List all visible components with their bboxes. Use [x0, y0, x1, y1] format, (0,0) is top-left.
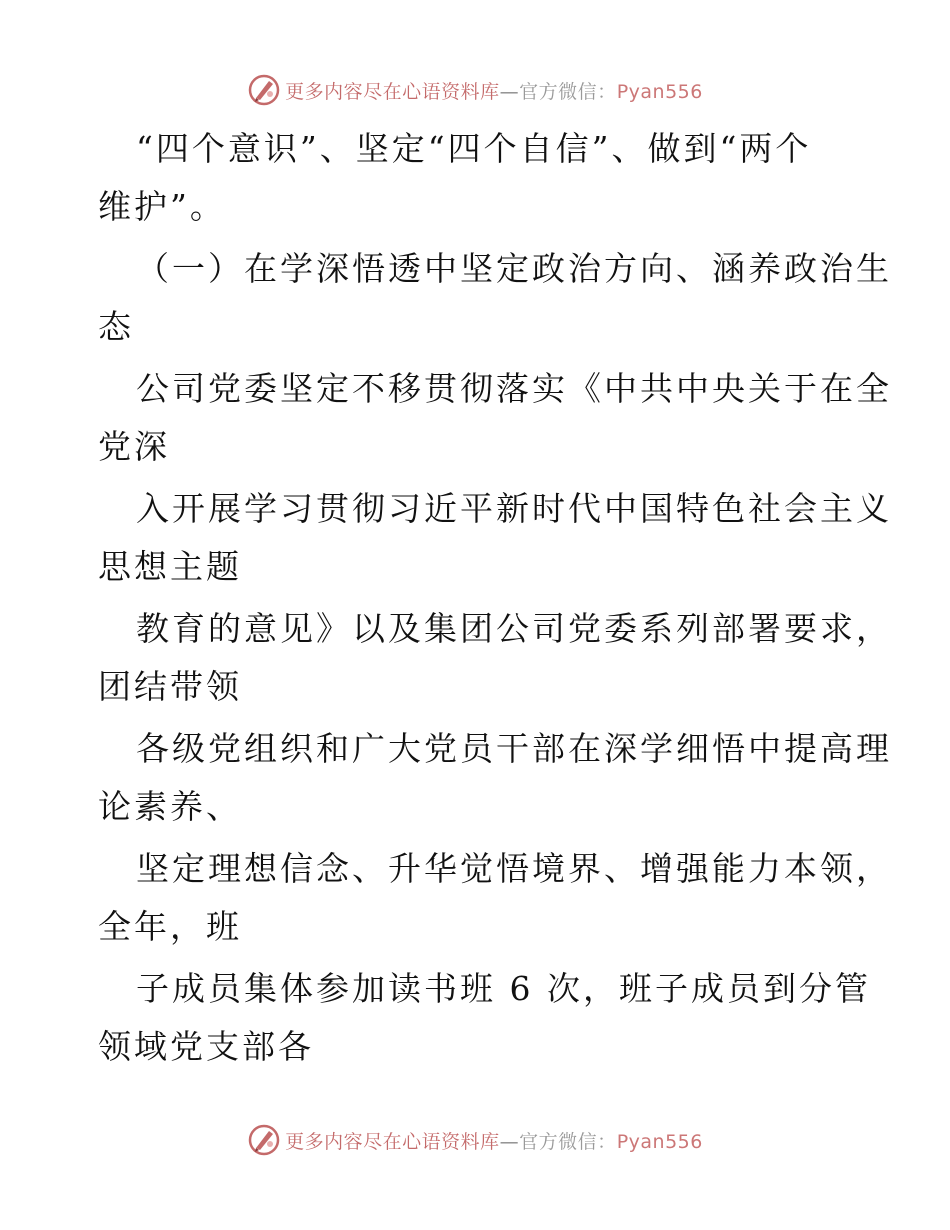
text-line-13: 坚定理想信念、升华觉悟境界、增强能力本领， [136, 849, 892, 888]
text-line-5: 公司党委坚定不移贯彻落实《中共中央关于在全 [136, 369, 892, 408]
text-line-7: 入开展学习贯彻习近平新时代中国特色社会主义 [136, 489, 892, 528]
text-line-11: 各级党组织和广大党员干部在深学细悟中提高理 [136, 729, 892, 768]
watermark-wechat-label: 官方微信： [519, 80, 617, 103]
text-line-6: 党深 [98, 427, 170, 466]
text-line-2: 维护”。 [98, 187, 226, 226]
pen-logo-icon [247, 73, 281, 107]
watermark-main: 更多内容尽在心语资料库 [285, 1130, 500, 1153]
header-watermark [0, 70, 950, 110]
watermark-wechat-label: 官方微信： [519, 1130, 617, 1153]
watermark-wechat-id: Pyan556 [616, 80, 703, 103]
section-heading-line-1: （一）在学深悟透中坚定政治方向、涵养政治生 [136, 249, 892, 288]
text-line-10: 团结带领 [98, 667, 242, 706]
watermark-separator: — [499, 80, 520, 103]
text-line-15: 子成员集体参加读书班 6 次，班子成员到分管 [136, 969, 871, 1008]
watermark-main: 更多内容尽在心语资料库 [285, 80, 500, 103]
footer-watermark [0, 1120, 950, 1160]
section-heading-line-2: 态 [98, 307, 134, 346]
watermark-separator: — [499, 1130, 520, 1153]
watermark-text [285, 1127, 703, 1154]
pen-logo-icon [247, 1123, 281, 1157]
document-body [98, 120, 892, 1076]
text-line-12: 论素养、 [98, 787, 242, 826]
watermark-text [285, 77, 703, 104]
text-line-9: 教育的意见》以及集团公司党委系列部署要求， [136, 609, 892, 648]
text-line-14: 全年，班 [98, 907, 242, 946]
text-line-1: “四个意识”、坚定“四个自信”、做到“两个 [136, 129, 812, 168]
text-line-8: 思想主题 [98, 547, 242, 586]
watermark-wechat-id: Pyan556 [616, 1130, 703, 1153]
text-line-16: 领域党支部各 [98, 1027, 314, 1066]
